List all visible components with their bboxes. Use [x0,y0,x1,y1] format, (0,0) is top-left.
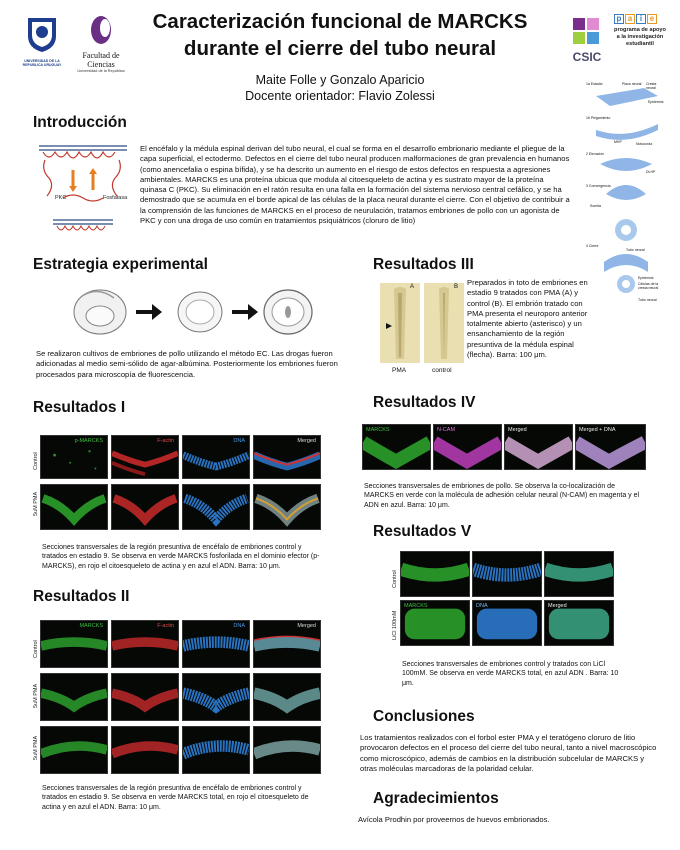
authors-block [170,72,510,104]
stage-2-label: 1b Plegamiento [586,116,611,120]
r2-panel-factin-control [111,620,179,668]
thanks-heading: Agradecimientos [373,790,499,807]
intro-fig-pkc: PKC [55,195,67,201]
label-tubo-neural-2: Tubo neural [638,298,657,302]
r4-panel-ncam [433,424,502,470]
r1-caption: Secciones transversales de la región presuntiva de encéfalo de embriones control y tratados en estadio 9. Se observa en verde MARCKS fosforilada en el dominio efector (p-MARCKS), en rojo el citoesqueleto de actina y en azul el ADN. Barra: 10 μm. [42,544,320,570]
r3-heading: Resultados III [373,256,474,273]
r2-row-label-pma-2: 5uM PMA [33,735,39,760]
intro-figure [33,140,133,240]
r5-panel-merged-control [544,551,614,597]
label-celulas-cresta: Células de la cresta neural [638,282,659,290]
r2-col-label-dna: DNA [233,623,245,629]
title-line-2: durante el cierre del tubo neural [183,37,497,60]
label-tubo-neural: Tubo neural [626,248,645,252]
r1-col-label-factin: F-actin [157,438,174,444]
r4-heading: Resultados IV [373,394,476,411]
csic-logo [570,16,604,62]
r3-label-b: B [454,284,459,290]
csic-logo-text: CSIC [572,50,602,64]
ciencias-logo-name: Facultad de Ciencias [82,51,120,69]
intro-fig-fosfatasa: Fosfatasa [103,195,128,201]
authors: Maite Folle y Gonzalo Aparicio [255,73,425,87]
r4-col-label-merged: Merged [508,427,527,433]
r1-panel-pmarcks-pma [40,484,108,530]
r2-heading: Resultados II [33,588,130,605]
paie-logo-text: programa de apoyo a la investigación estudiantil [614,27,666,47]
r3-label-a: A [410,284,415,290]
r2-panel-dna-control [182,620,250,668]
r3-label-pma: PMA [392,367,407,374]
r1-panel-merged-control [253,435,321,479]
paie-letter-a: a [625,14,635,24]
r5-row-label-control: Control [392,570,398,588]
r2-panel-merged-pma1 [253,673,321,721]
r5-col-label-dna: DNA [476,603,488,609]
label-mhp: MHP [614,140,622,144]
r4-col-label-marcks: MARCKS [366,427,390,433]
r1-panel-factin-control [111,435,179,479]
intro-heading: Introducción [33,114,127,131]
poster-title [130,8,550,62]
r2-panel-dna-pma1 [182,673,250,721]
r2-panel-marcks-control [40,620,108,668]
r5-panel-dna-licl [472,600,542,646]
stage-4-label: 3 Convergencia [586,184,611,188]
r2-row-label-pma-1: 5uM PMA [33,683,39,708]
r3-label-control: control [432,367,452,374]
r5-col-label-merged: Merged [548,603,567,609]
advisor: Docente orientador: Flavio Zolessi [245,89,435,103]
r2-panel-marcks-pma2 [40,726,108,774]
r1-panel-dna-pma [182,484,250,530]
label-dlhp: DLHP [646,170,656,174]
r3-figure-b [424,283,464,363]
paie-letter-i: i [636,14,646,24]
r5-panel-marcks-licl [400,600,470,646]
label-placa-neural: Placa neural [622,82,642,86]
paie-logo [614,14,666,70]
udelar-logo-text: UNIVERSIDAD DE LA REPUBLICA URUGUAY [22,59,62,67]
ciencias-logo [68,12,134,73]
thanks-text: Avícola Prodhin por proveernos de huevos embrionados. [358,815,550,824]
paie-letter-e: e [647,14,657,24]
r4-col-label-ncam: N-CAM [437,427,456,433]
r1-heading: Resultados I [33,399,126,416]
strategy-text: Se realizaron cultivos de embriones de pollo utilizando el método EC. Las drogas fueron adicionadas al medio semi-sólido de agar-albúmina. Posteriormente los embriones fueron procesados para microscopía de fluorescencia. [36,349,338,379]
r5-panel-marcks-control [400,551,470,597]
r5-panel-merged-licl [544,600,614,646]
r3-text [467,278,592,360]
r1-col-label-dna: DNA [233,438,245,444]
r5-heading: Resultados V [373,523,472,540]
r4-panel-merged-dna [575,424,646,470]
r5-col-label-marcks: MARCKS [404,603,428,609]
r5-caption: Secciones transversales de embriones control y tratados con LiCl 100mM. Se observa en verde MARCKS total, en azul ADN . Barra: 10 μm. [402,661,619,687]
title-line-1: Caracterización funcional de MARCKS [152,10,528,33]
r1-panel-merged-pma [253,484,321,530]
label-somita: Somita [590,204,601,208]
paie-letter-p: p [614,14,624,24]
r1-col-label-merged: Merged [297,438,316,444]
strategy-heading: Estrategia experimental [33,256,208,273]
stage-5-label: 4 Cierre [586,244,599,248]
r2-col-label-marcks: MARCKS [79,623,103,629]
r1-panel-dna-control [182,435,250,479]
label-epidermis: Epidermis [648,100,664,104]
ciencias-logo-sub: Universidad de la República [77,69,125,73]
r3-figure-a [380,283,420,363]
r2-panel-merged-pma2 [253,726,321,774]
conclusions-text: Los tratamientos realizados con el forbol ester PMA y el teratógeno cloruro de litio provocaron defectos en el proceso del cierre del tubo neural, tanto a nivel macroscópico como microscópico, además de cambios en la distribución subcelular de MARCKS y otras moléculas marcadoras de la polaridad celular. [360,733,657,773]
r2-panel-factin-pma2 [111,726,179,774]
r4-caption: Secciones transversales de embriones de pollo. Se observa la co-localización de MARCKS en verde con la molécula de adhesión celular neural (N-CAM) en magenta y el ADN en azul. Barra: 10 μm. [364,483,640,509]
conclusions-heading: Conclusiones [373,708,475,725]
neurulation-diagram [586,80,668,310]
r1-row-label-pma: 5uM PMA [33,491,39,516]
r2-caption: Secciones transversales de la región presuntiva de encéfalo de embriones control y tratados en estadio 9. Se observa en verde MARCKS total, en rojo el citoesqueleto de actina y en azul el ADN. Barra: 10 μm. [42,785,309,811]
r1-panel-pmarcks-control [40,435,108,479]
r1-panel-factin-pma [111,484,179,530]
stage-1-label: 1a Estadio [586,82,603,86]
r5-row-label-licl: LiCl 100mM [392,610,398,640]
paie-letters [614,14,666,24]
r4-col-label-merged-dna: Merged + DNA [579,427,616,433]
stage-3-label: 2 Elevación [586,152,605,156]
r2-col-label-merged: Merged [297,623,316,629]
r5-panel-dna-control [472,551,542,597]
r2-panel-dna-pma2 [182,726,250,774]
label-epidermis-2: Epidermis [638,276,654,280]
r1-row-label-control: Control [33,452,39,470]
r4-panel-marcks [362,424,431,470]
r2-panel-marcks-pma1 [40,673,108,721]
strategy-figure [68,282,318,344]
r2-panel-merged-control [253,620,321,668]
intro-text: El encéfalo y la médula espinal derivan del tubo neural, el cual se forma en el desarrollo embrionario mediante el pliegue de la capa superficial, el ectodermo. Defectos en el cierre del tubo neural producen malformaciones de gran prevalencia en humanos (como anencefalia o espina bífida), y se ha descrito un aumento en el riesgo de estos defectos en respuesta a agresiones ambientales. MARCKS es una proteína ubicua que modula al citoesqueleto de actina y es sustrato mayor de la proteína quinasa C (PKC). Su eliminación en el ratón resulta en una falla en la formación del sistema nervioso central cefálico, y se ha demostrado que se acumula en el borde apical de las células de la placa neural durante el cierre. Con el objetivo de contribuir a la comprensión de las funciones de MARCKS en el proceso de neurulación, tratamos embriones de pollo con un agonista de PKC y con una droga de uso común en tratamientos psiquiátricos (cloruro de litio) [140,144,570,226]
r4-panel-merged [504,424,573,470]
label-cresta-neural: Cresta neural [646,82,657,90]
r1-col-label-pmarcks: p-MARCKS [74,438,103,444]
r3-text-body: Preparados in toto de embriones en estadio 9 tratados con PMA (A) y control (B). El embrión tratado con PMA presenta el neuroporo anterior totalmente abierto (asterisco) y un ensanchamiento de la región presuntiva de la médula espinal (flecha). Barra: 100 μm. [467,278,588,360]
r2-col-label-factin: F-actin [157,623,174,629]
r2-row-label-control: Control [33,640,39,658]
udelar-logo [22,14,62,66]
r2-panel-factin-pma1 [111,673,179,721]
label-notocorda: Notocorda [636,142,653,146]
